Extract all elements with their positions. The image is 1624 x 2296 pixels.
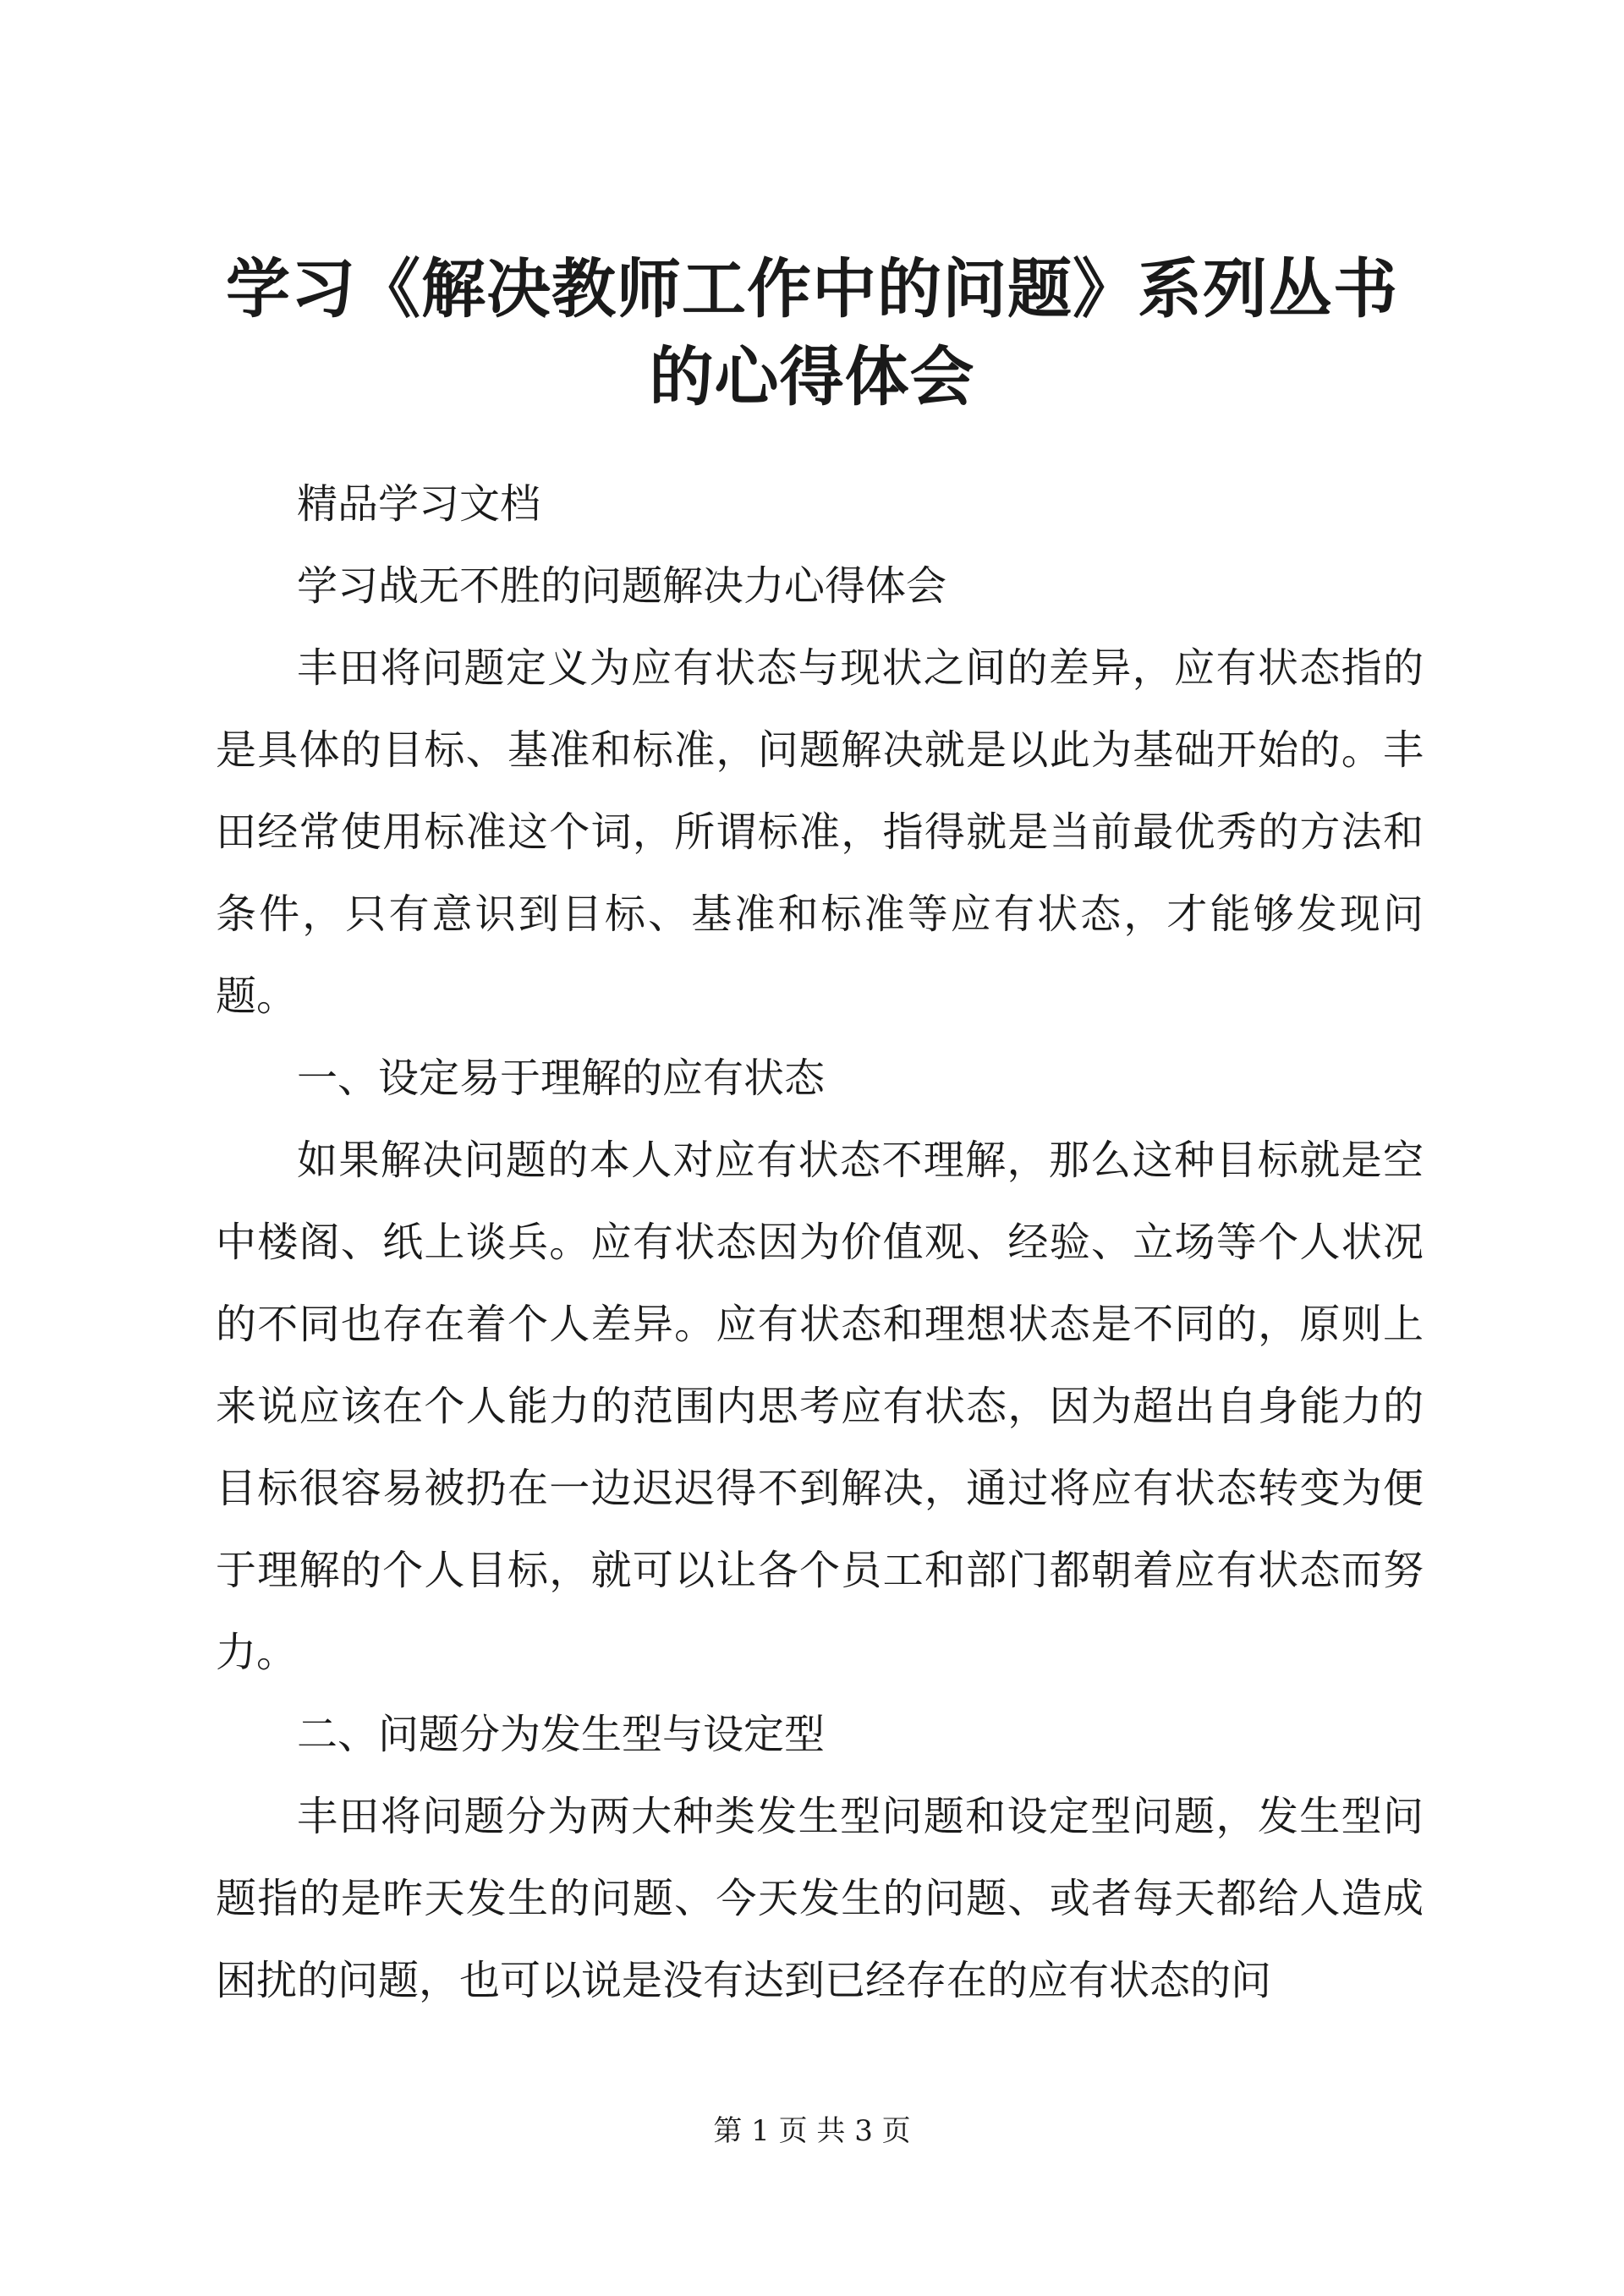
paragraph-subtitle: 学习战无不胜的问题解决力心得体会 [297, 562, 947, 610]
paragraph-source-label: 精品学习文档 [297, 480, 541, 528]
section-heading-1: 一、设定易于理解的应有状态 [297, 1055, 826, 1102]
paragraph-section-2: 丰田将问题分为两大种类发生型问题和设定型问题，发生型问题指的是昨天发生的问题、今天发生的问题、或者每天都给人造成困扰的问题，也可以说是没有达到已经存在的应有状态的问 [216, 1793, 1424, 2004]
page-number-footer: 第 1 页 共 3 页 [713, 2114, 911, 2148]
paragraph-intro: 丰田将问题定义为应有状态与现状之间的差异，应有状态指的是具体的目标、基准和标准，问题解决就是以此为基础开始的。丰田经常使用标准这个词，所谓标准，指得就是当前最优秀的方法和条件，只有意识到目标、基准和标准等应有状态，才能够发现问题。 [216, 644, 1424, 1020]
paragraph-section-1: 如果解决问题的本人对应有状态不理解，那么这种目标就是空中楼阁、纸上谈兵。应有状态因为价值观、经验、立场等个人状况的不同也存在着个人差异。应有状态和理想状态是不同的，原则上来说应该在个人能力的范围内思考应有状态，因为超出自身能力的目标很容易被扔在一边迟迟得不到解决，通过将应有状态转变为便于理解的个人目标，就可以让各个员工和部门都朝着应有状态而努力。 [216, 1137, 1424, 1676]
section-heading-2: 二、问题分为发生型与设定型 [297, 1711, 826, 1758]
document-title: 学习《解决教师工作中的问题》系列丛书的心得体会 [226, 251, 1398, 414]
document-body [216, 463, 1424, 2022]
